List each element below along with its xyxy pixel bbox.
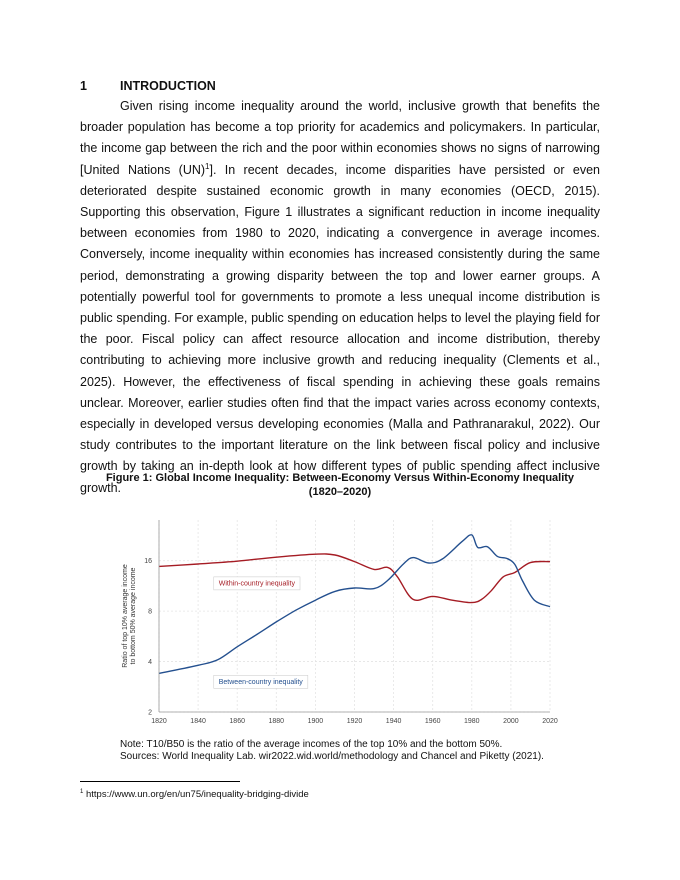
intro-paragraph [80, 96, 600, 499]
x-tick-label: 1840 [190, 718, 206, 725]
section-heading [80, 79, 216, 93]
x-tick-label: 2000 [503, 718, 519, 725]
y-tick-label: 16 [144, 558, 152, 566]
x-tick-label: 1900 [307, 718, 324, 725]
section-number: 1 [80, 79, 87, 93]
section-title: INTRODUCTION [120, 79, 216, 93]
footnote [80, 789, 309, 800]
between-country-label: Between-country inequality [218, 678, 303, 686]
figure-sources: Sources: World Inequality Lab. wir2022.wid.world/methodology and Chancel and Piketty (2021). [120, 751, 544, 762]
figure-notes [120, 739, 544, 763]
footnote-reference[interactable]: 1 [205, 161, 210, 171]
x-tick-label: 1820 [151, 718, 167, 725]
x-tick-label: 1920 [346, 718, 363, 725]
paragraph-text-start: Given rising income inequality around the world, inclusive growth that benefits the broader population has become a top priority for academics and policymakers. In particular, the income gap between the rich and the poor within economies shows no signs of narrowing [United Nations (UN) [80, 99, 600, 177]
footnote-link[interactable]: https://www.un.org/en/un75/inequality-bridging-divide [85, 789, 309, 801]
figure-caption-line-1: Figure 1: Global Income Inequality: Between-Economy Versus Within-Economy Inequality [105, 472, 575, 484]
y-tick-label: 2 [148, 709, 152, 717]
footnote-marker: 1 [80, 789, 84, 795]
x-tick-label: 2020 [542, 718, 558, 725]
figure-caption-line-2: (1820–2020) [308, 486, 372, 498]
figure-caption [80, 471, 600, 499]
x-tick-label: 1960 [424, 718, 441, 725]
y-tick-label: 8 [148, 608, 152, 616]
within-country-label: Within-country inequality [218, 580, 296, 588]
x-tick-label: 1980 [464, 718, 480, 725]
y-axis-label: Ratio of top 10% average incometo bottom 50% average income [122, 564, 137, 668]
x-tick-label: 1940 [385, 718, 402, 725]
x-tick-label: 1860 [229, 718, 245, 725]
y-tick-label: 4 [148, 659, 152, 667]
figure-note: Note: T10/B50 is the ratio of the average incomes of the top 10% and the bottom 50%. [120, 739, 503, 750]
footnote-divider [80, 781, 240, 782]
inequality-line-chart [120, 510, 570, 730]
paragraph-text-rest: ]. In recent decades, income disparities have persisted or even deteriorated despite sustained economic growth in many economies (OECD, 2015). Supporting this observation, Figure 1 illustrates a significant reduction in income inequality between economies from 1980 to 2020, indicating a convergence in average incomes. Conversely, income inequality within economies has increased consistently during the same period, demonstrating a growing disparity between the top and lower earner groups. A potentially powerful tool for governments to promote a less unequal income distribution is public spending. For example, public spending on education helps to level the playing field for the poor. Fiscal policy can affect resource allocation and income distribution, thereby contributing to achieving more inclusive growth and reducing inequality (Clements et al., 2025). However, the effectiveness of fiscal spending in achieving these goals remains unclear. Moreover, earlier studies often find that the impact varies across economy contexts, especially in developed versus developing economies (Malla and Pathranarakul, 2022). Our study contributes to the important literature on the link between fiscal policy and inclusive growth by taking an in-depth look at how different types of public spending affect inclusive growth. [80, 162, 600, 495]
x-tick-label: 1880 [268, 718, 285, 725]
